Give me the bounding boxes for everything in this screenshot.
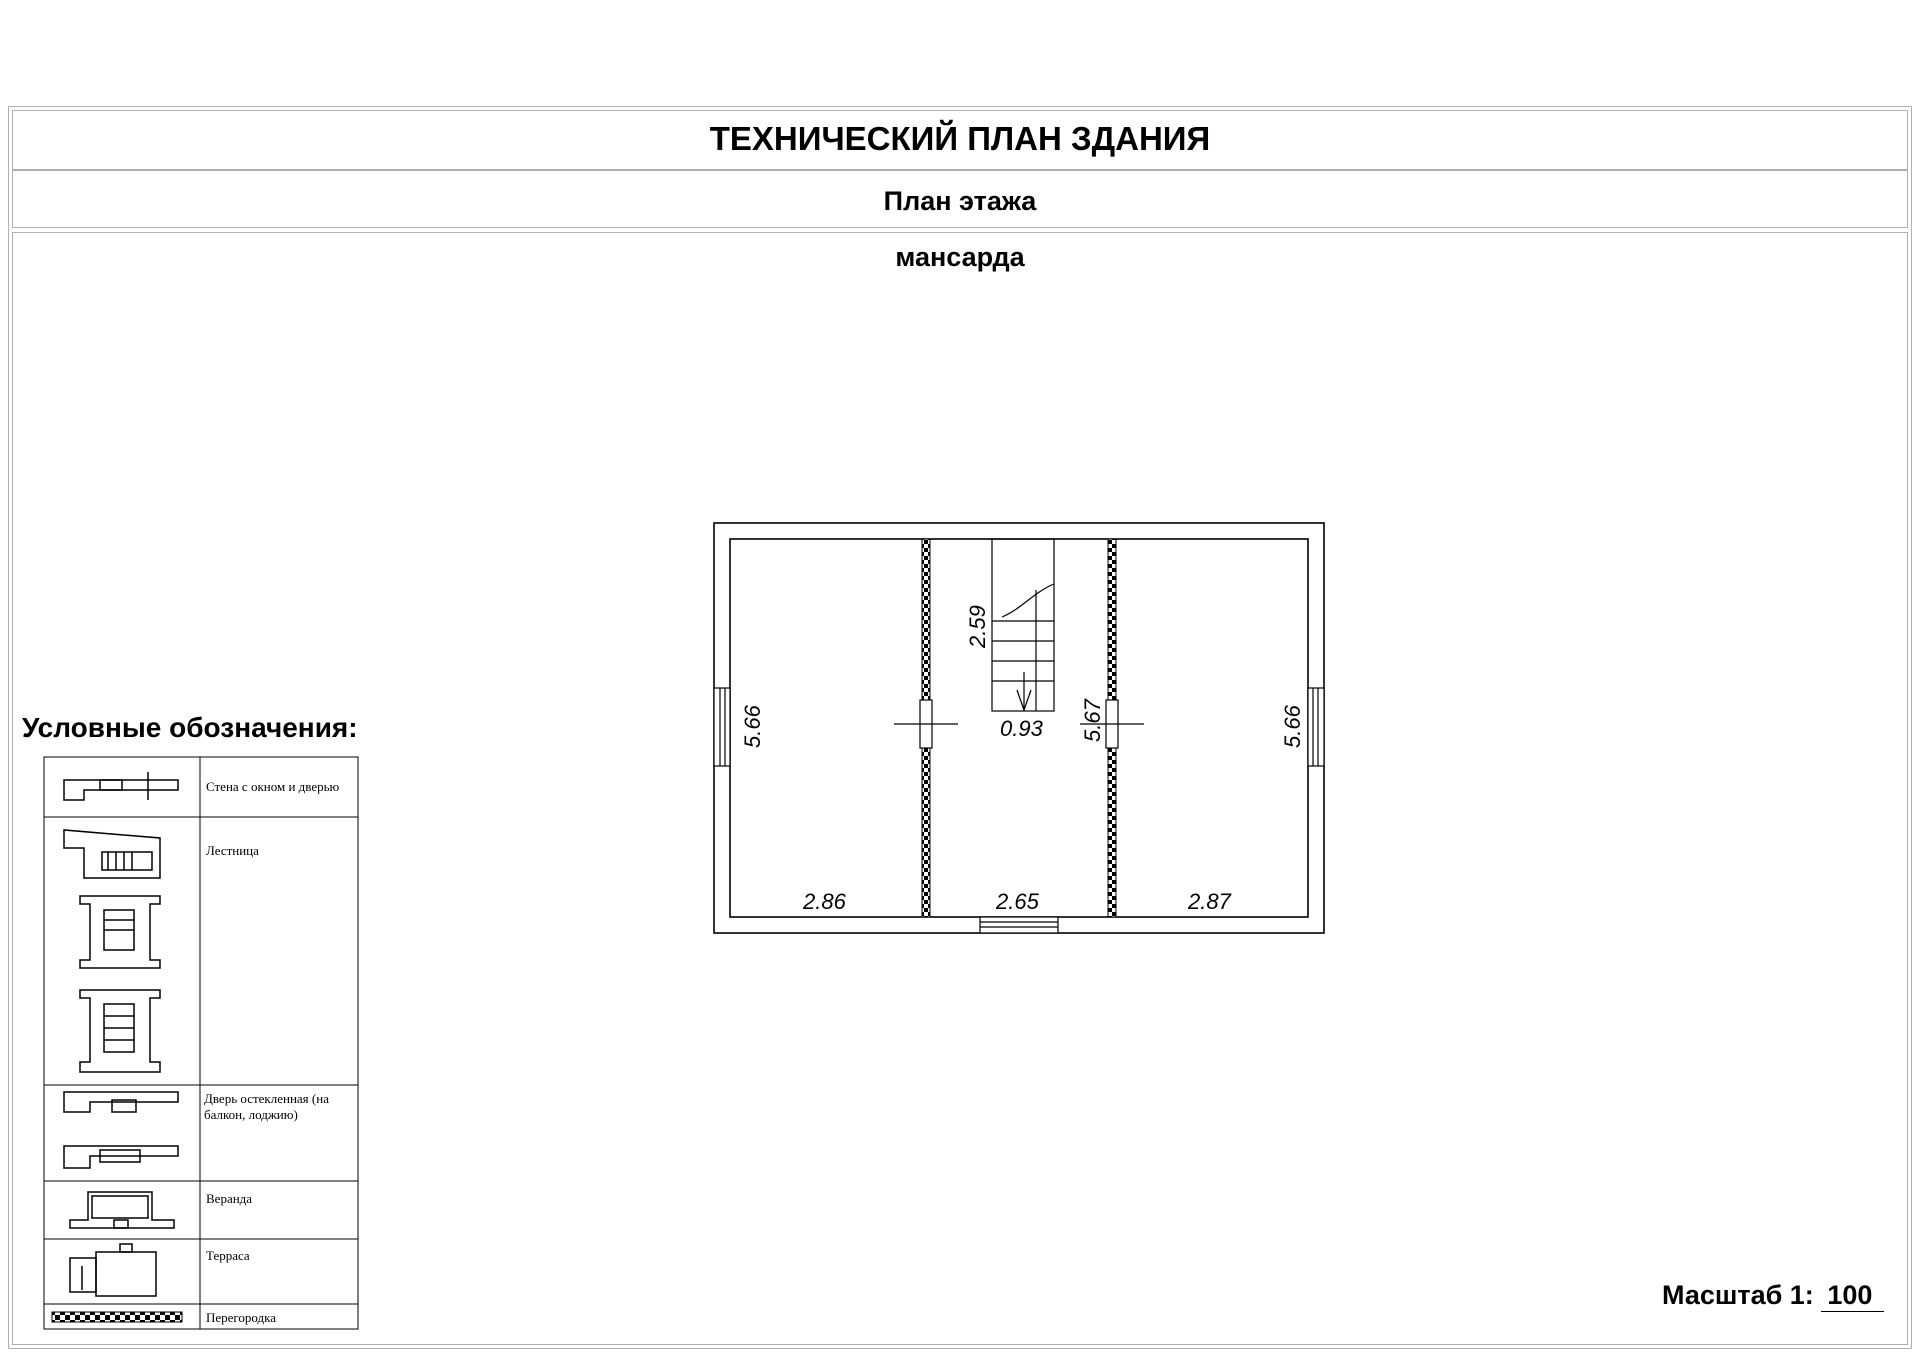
legend-title: Условные обозначения: (22, 712, 358, 743)
scale (1662, 1280, 1884, 1312)
legend-labels (204, 779, 356, 1325)
legend-symbol-wall (64, 772, 178, 800)
legend-symbol-stair (64, 830, 160, 1072)
scale-value: 100 (1821, 1280, 1884, 1312)
dim-left-room-width: 2.86 (803, 889, 846, 914)
floor-name: мансарда (895, 242, 1025, 272)
dim-stair-length: 2.59 (965, 605, 990, 648)
dim-right-room-length: 5.66 (1280, 705, 1305, 748)
legend-symbol-glazed-door (64, 1092, 178, 1168)
dim-hall-length: 5.67 (1080, 699, 1105, 742)
legend-symbol-terrace (70, 1244, 156, 1296)
page-title: ТЕХНИЧЕСКИЙ ПЛАН ЗДАНИЯ (709, 120, 1211, 157)
scale-label: Масштаб 1: (1662, 1280, 1814, 1310)
dim-right-room-width: 2.87 (1188, 889, 1231, 914)
legend-label-stair: Лестница (206, 843, 259, 858)
legend-label-glazed-door-box (204, 1091, 356, 1151)
legend-label-wall: Стена с окном и дверью (206, 779, 340, 794)
legend-label-partition: Перегородка (206, 1310, 277, 1325)
dim-left-room-length: 5.66 (740, 705, 765, 748)
legend-symbol-veranda (70, 1192, 174, 1228)
dim-stair-width: 0.93 (1000, 716, 1043, 741)
legend-symbol-partition (52, 1312, 182, 1322)
legend-label-veranda: Веранда (206, 1191, 253, 1206)
legend-label-terrace: Терраса (206, 1248, 250, 1263)
page-subtitle: План этажа (883, 186, 1037, 216)
dim-hall-width: 2.65 (996, 889, 1039, 914)
legend-label-glazed-door: Дверь остекленная (на балкон, лоджию) (204, 1091, 329, 1122)
